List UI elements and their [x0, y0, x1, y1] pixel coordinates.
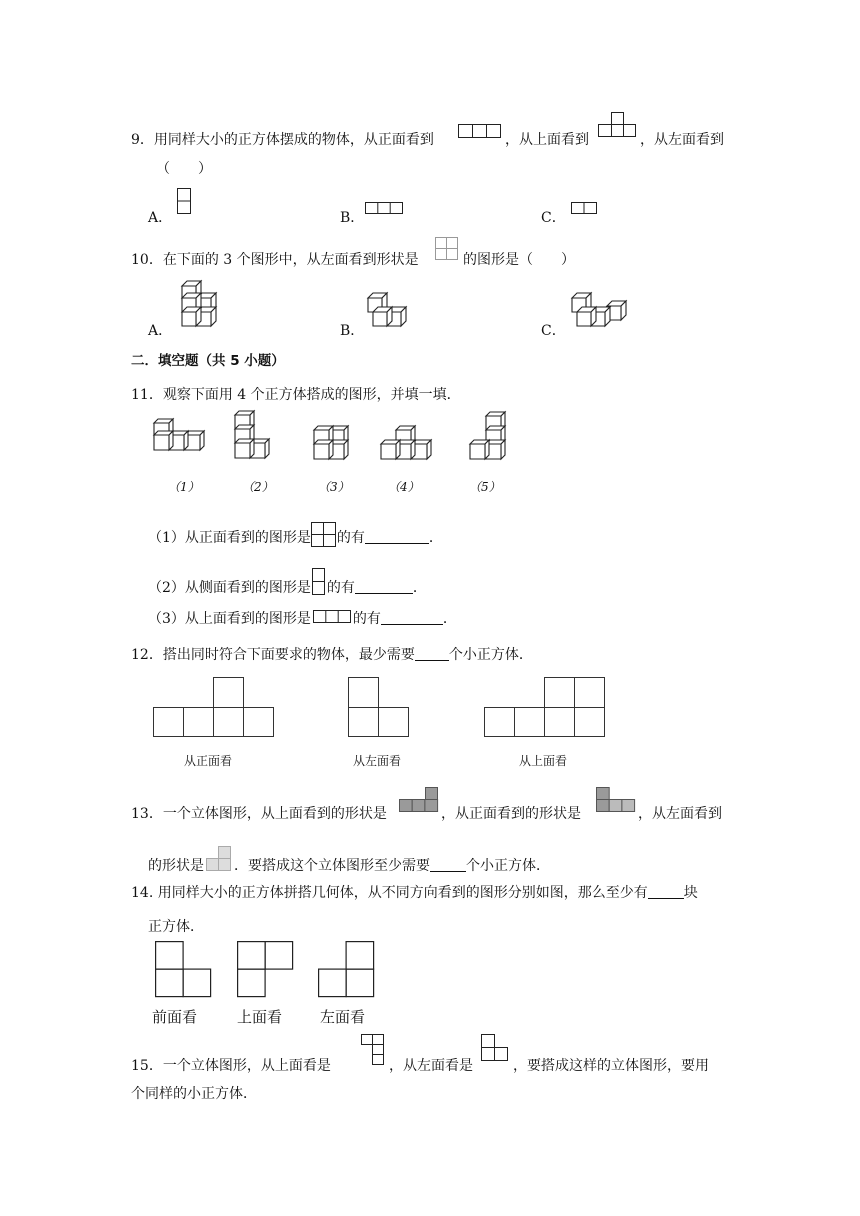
q13-text-c: ，从左面看到	[638, 806, 722, 822]
q11-sub1-text-b: 的有	[336, 530, 365, 546]
q10-option-c-cubes-icon	[571, 282, 633, 328]
q14-line1	[131, 882, 698, 902]
q10-option-a-cubes-icon	[176, 282, 222, 328]
section-title: 二．填空题（共 5 小题）	[131, 353, 285, 369]
q9-option-c-label[interactable]: C．	[541, 210, 566, 226]
q15-line2: 个同样的小正方体．	[131, 1086, 257, 1102]
cube	[235, 439, 254, 458]
q11-sub1-text-a: （1）从正面看到的图形是	[148, 530, 311, 546]
cube	[381, 440, 400, 459]
q11-sub2-answer-blank[interactable]	[355, 579, 413, 594]
cube	[314, 440, 333, 459]
q14-text-b: 块	[683, 885, 698, 901]
q11-sub3-text-b: 的有	[352, 611, 381, 627]
q11-text: 11．观察下面用 4 个正方体搭成的图形，并填一填．	[131, 387, 461, 403]
q10-option-b-label[interactable]: B．	[340, 323, 365, 339]
q15-text-b: ，从左面看是	[389, 1058, 473, 1074]
q13-line2	[148, 846, 550, 875]
q11-figure-2-label: （2）	[242, 480, 274, 494]
q9-option-a-figure-icon	[177, 188, 193, 216]
q11-sub1	[148, 522, 443, 548]
q14-text-a: 14. 用同样大小的正方体拼搭几何体，从不同方向看到的图形分别如图，那么至少有	[131, 885, 648, 901]
q14-label-left: 左面看	[320, 1008, 366, 1026]
q10-text-a: 10．在下面的 3 个图形中，从左面看到形状是	[131, 252, 419, 268]
cube	[577, 307, 596, 326]
q12-front-view-grid	[153, 677, 275, 739]
q10-option-b-cubes-icon	[367, 282, 413, 328]
q14-label-top: 上面看	[237, 1008, 283, 1026]
q11-sub2-shape-icon	[311, 568, 327, 598]
q10-left-view-icon	[435, 237, 461, 263]
q15-text-a: 15．一个立体图形，从上面看是	[131, 1058, 331, 1074]
q9-option-b-label[interactable]: B．	[340, 210, 365, 226]
cube	[470, 440, 489, 459]
q11-sub2-period: ．	[412, 580, 427, 596]
q9-option-b-figure-icon	[365, 202, 405, 216]
q11-figure-2-icon	[234, 410, 272, 464]
q9-answer-paren: （ ）	[156, 161, 212, 177]
q15-left-view-icon	[481, 1034, 511, 1064]
q14-left-view-grid	[318, 941, 376, 1001]
q10-option-c-label[interactable]: C．	[541, 323, 566, 339]
q11-sub3-shape-icon	[311, 610, 353, 624]
q14-line2: 正方体．	[148, 919, 204, 935]
q11-sub3-answer-blank[interactable]	[381, 610, 443, 625]
cube	[182, 307, 201, 326]
q13-line2-c: 个小正方体．	[466, 858, 550, 874]
q9-line1-b: ，从上面看到	[505, 132, 589, 148]
q9-top-view-icon	[598, 112, 638, 138]
q13-line2-b: ．要搭成这个立体图形至少需要	[234, 858, 430, 874]
q11-figure-4-label: （4）	[388, 480, 420, 494]
q11-sub3	[148, 608, 457, 628]
q14-answer-blank[interactable]	[648, 884, 684, 899]
q11-sub1-shape-icon	[311, 522, 337, 548]
q11-sub1-answer-blank[interactable]	[365, 529, 429, 544]
q9-option-c-figure-icon	[571, 202, 599, 216]
q11-sub2	[148, 568, 427, 598]
q12-label-front: 从正面看	[184, 754, 233, 768]
q11-sub3-period: ．	[442, 611, 457, 627]
q9-line1-a: 9．用同样大小的正方体摆成的物体，从正面看到	[131, 132, 434, 148]
q11-figure-4-icon	[380, 424, 434, 464]
q13-line2-a: 的形状是	[148, 858, 204, 874]
q11-figure-1-icon	[153, 420, 207, 464]
q12-text-b: 个小正方体．	[448, 647, 533, 663]
q9-front-view-icon	[458, 124, 502, 140]
q11-sub2-text-a: （2）从侧面看到的图形是	[148, 580, 311, 596]
q11-figure-3-label: （3）	[318, 480, 350, 494]
q12-top-view-grid	[484, 677, 606, 739]
q13-front-view-icon	[596, 787, 636, 815]
q15-text-c: ，要搭成这样的立体图形，要用	[513, 1058, 709, 1074]
q12-left-view-grid	[348, 677, 412, 739]
cube	[154, 431, 173, 450]
q11-figure-1-label: （1）	[168, 480, 200, 494]
q14-label-front: 前面看	[152, 1008, 198, 1026]
q13-text-b: ，从正面看到的形状是	[441, 806, 581, 822]
q11-figure-3-icon	[313, 424, 353, 464]
q13-left-view-icon	[204, 846, 234, 874]
q9-line1-c: ，从左面看到	[640, 132, 724, 148]
q11-sub1-period: ．	[428, 530, 443, 546]
q13-text-a: 13．一个立体图形，从上面看到的形状是	[131, 806, 387, 822]
q11-figure-5-icon	[469, 410, 509, 464]
q12-label-left: 从左面看	[353, 754, 402, 768]
q14-top-view-grid	[237, 941, 295, 1001]
q15-top-view-icon	[361, 1034, 387, 1066]
q11-figure-5-label: （5）	[469, 480, 501, 494]
q13-answer-blank[interactable]	[430, 857, 466, 872]
q12-label-top: 从上面看	[519, 754, 568, 768]
q11-sub3-text-a: （3）从上面看到的图形是	[148, 611, 311, 627]
cube	[373, 307, 392, 326]
q9-option-a-label[interactable]: A．	[148, 210, 173, 226]
q10-text-b: 的图形是（ ）	[463, 252, 575, 268]
q12-answer-blank[interactable]	[415, 646, 449, 661]
q10-option-a-label[interactable]: A．	[148, 323, 173, 339]
q12-line	[131, 644, 533, 664]
q12-text-a: 12．搭出同时符合下面要求的物体，最少需要	[131, 647, 415, 663]
q11-sub2-text-b: 的有	[326, 580, 355, 596]
q13-top-view-icon	[399, 787, 439, 815]
q14-front-view-grid	[155, 941, 213, 1001]
